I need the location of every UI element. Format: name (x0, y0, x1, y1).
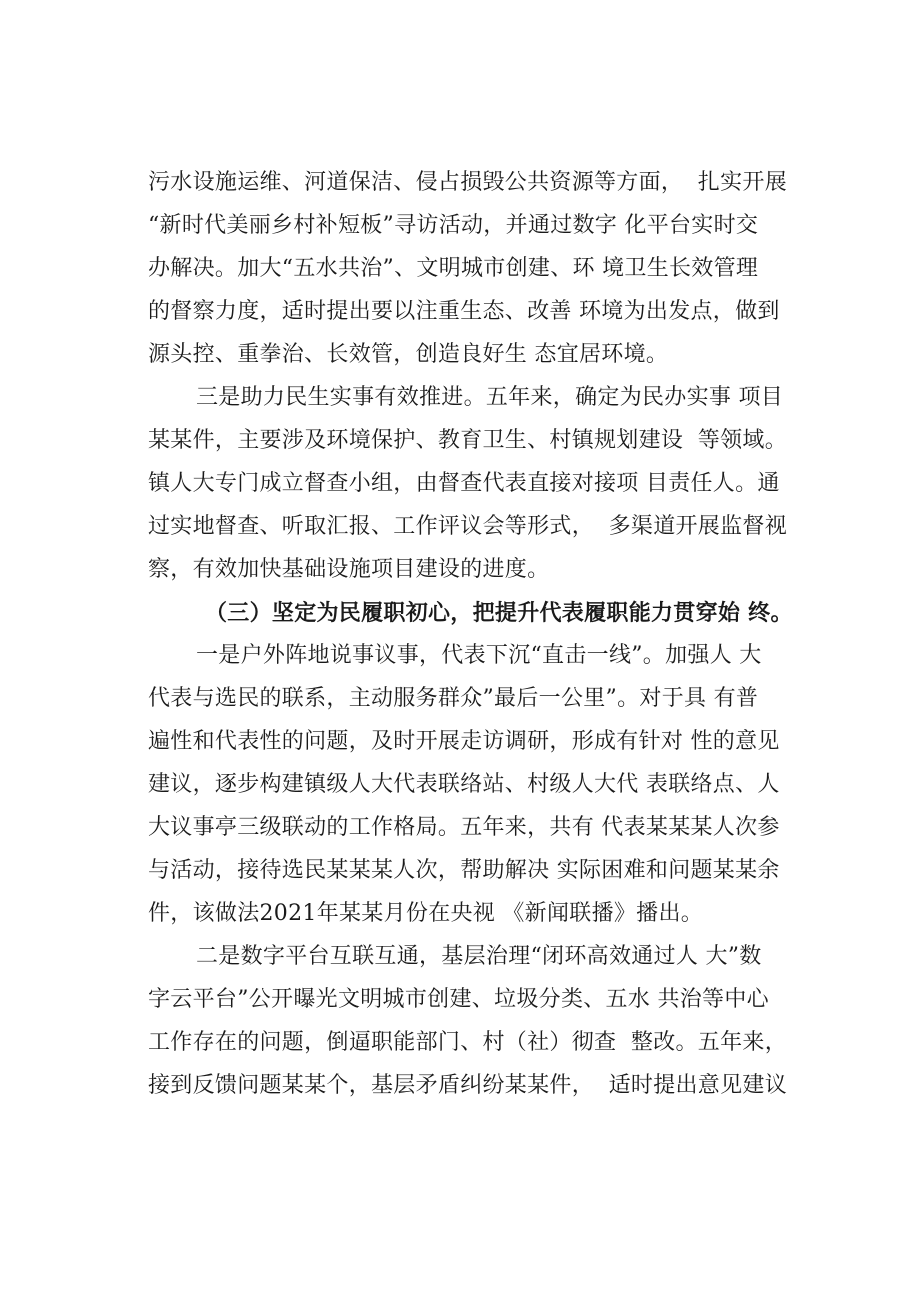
text-line: 镇人大专门成立督查小组，由督查代表直接对接项 目责任人。通 (148, 471, 780, 496)
text-line: 件，该做法2021年某某月份在央视 《新闻联播》播出。 (148, 901, 704, 926)
paragraph-first-line: 三是助力民生实事有效推进。五年来，确定为民办实事 项目 (196, 385, 784, 410)
text-line: 代表与选民的联系，主动服务群众”最后一公里”。对于具 有普 (148, 686, 759, 711)
text-line: 建议，逐步构建镇级人大代表联络站、村级人大代 表联络点、人 (148, 772, 780, 797)
paragraph-first-line: 一是户外阵地说事议事，代表下沉“直击一线”。加强人 大 (196, 643, 762, 668)
text-line: 大议事亭三级联动的工作格局。五年来，共有 代表某某某人次参 (148, 815, 780, 840)
text-line: 与活动，接待选民某某某人次，帮助解决 实际困难和问题某某余 (148, 858, 780, 883)
text-line: 工作存在的问题，倒逼职能部门、村（社）彻查 整改。五年来， (148, 1030, 787, 1055)
text-line: 污水设施运维、河道保洁、侵占损毁公共资源等方面， 扎实开展 (148, 170, 787, 195)
section-heading: （三）坚定为民履职初心，把提升代表履职能力贯穿始 终。 (205, 600, 793, 626)
text-line: 某某件，主要涉及环境保护、教育卫生、村镇规划建设 等领域。 (148, 428, 787, 453)
text-line: 遍性和代表性的问题，及时开展走访调研，形成有针对 性的意见 (148, 729, 780, 754)
paragraph-first-line: 二是数字平台互联互通，基层治理“闭环高效通过人 大”数 (196, 944, 762, 969)
text-line: 源头控、重拳治、长效管，创造良好生 态宜居环境。 (148, 342, 669, 367)
text-line: 字云平台”公开曝光文明城市创建、垃圾分类、五水 共治等中心 (148, 987, 769, 1012)
text-line: 察，有效加快基础设施项目建设的进度。 (148, 557, 550, 582)
text-line: 接到反馈问题某某个，基层矛盾纠纷某某件， 适时提出意见建议 (148, 1073, 787, 1098)
text-line: 办解决。加大“五水共治”、文明城市创建、环 境卫生长效管理 (148, 256, 759, 281)
text-line: 过实地督查、听取汇报、工作评议会等形式， 多渠道开展监督视 (148, 514, 787, 539)
text-line: “新时代美丽乡村补短板”寻访活动，并通过数字 化平台实时交 (148, 213, 759, 238)
text-line: 的督察力度，适时提出要以注重生态、改善 环境为出发点，做到 (148, 299, 780, 324)
